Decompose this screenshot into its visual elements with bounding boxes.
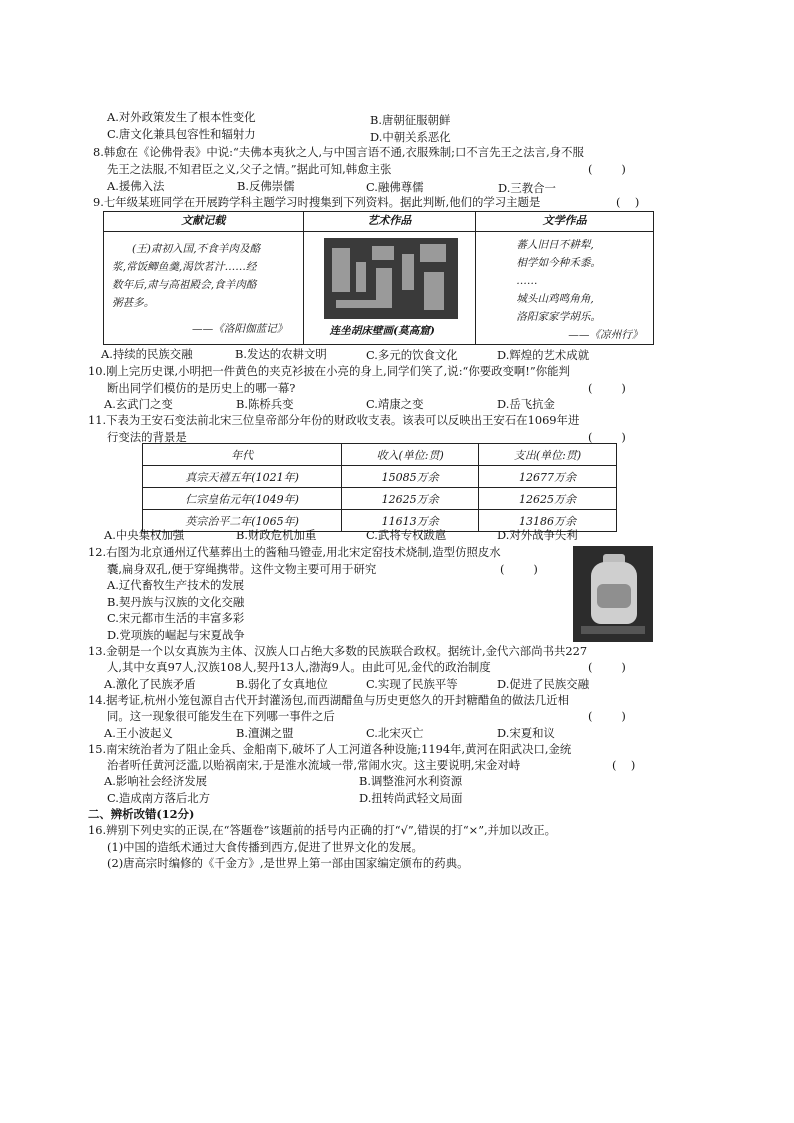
q11-stem-line-2: 行变法的背景是 xyxy=(107,430,187,444)
q10-stem-line-1: 10.刚上完历史课,小明把一件黄色的夹克衫披在小亮的身上,同学们笑了,说:“你要政变啊!”你能判 xyxy=(88,364,570,378)
stirrup-pot-image xyxy=(573,546,653,642)
q14-option-c: C.北宋灭亡 xyxy=(366,726,424,740)
q8-option-d: D.三教合一 xyxy=(498,181,556,195)
q12-option-b: B.契丹族与汉族的文化交融 xyxy=(107,595,245,609)
q15-answer-paren: ( ) xyxy=(612,758,636,772)
q9-lit-source: ——《凉州行》 xyxy=(568,329,643,341)
q14-answer-paren: ( ) xyxy=(588,709,626,723)
q14-option-a: A.王小波起义 xyxy=(104,726,173,740)
q9-option-a: A.持续的民族交融 xyxy=(101,347,193,361)
q11-finance-table xyxy=(142,443,617,532)
q12-option-a: A.辽代畜牧生产技术的发展 xyxy=(107,578,245,592)
q13-answer-paren: ( ) xyxy=(588,660,626,674)
q11-row3-income: 11613万余 xyxy=(342,510,479,532)
q15-option-a: A.影响社会经济发展 xyxy=(104,774,207,788)
q8-stem-line-2: 先王之法服,不知君臣之义,父子之情。”据此可知,韩愈主张 xyxy=(107,162,392,176)
q9-lit-line-5: 洛阳家家学胡乐。 xyxy=(516,311,602,323)
q8-answer-paren: ( ) xyxy=(588,162,626,176)
q9-option-c: C.多元的饮食文化 xyxy=(366,348,458,362)
q9-doc-line-3: 数年后,肃与高祖殿会,食羊肉酪 xyxy=(112,279,257,291)
q12-stem-line-1: 12.右图为北京通州辽代墓葬出土的酱釉马镫壶,用北宋定窑技术烧制,造型仿照皮水 xyxy=(88,545,501,559)
q13-stem-line-2: 人,其中女真97人,汉族108人,契丹13人,渤海9人。由此可见,金代的政治制度 xyxy=(107,660,491,674)
q9-stem: 9.七年级某班同学在开展跨学科主题学习时搜集到下列资料。据此判断,他们的学习主题是 xyxy=(93,195,541,209)
q7-option-a: A.对外政策发生了根本性变化 xyxy=(107,110,256,124)
q14-stem-line-2: 同。这一现象很可能发生在下列哪一事件之后 xyxy=(107,709,335,723)
q9-header-literature: 文学作品 xyxy=(476,212,654,232)
q7-option-d: D.中朝关系恶化 xyxy=(370,130,451,144)
q15-option-d: D.扭转尚武轻文局面 xyxy=(359,791,463,805)
q9-lit-line-2: 相学如今种禾黍。 xyxy=(516,257,602,269)
q9-art-cell xyxy=(303,232,476,345)
q11-row3-era: 英宗治平二年(1065年) xyxy=(143,510,342,532)
q11-answer-paren: ( ) xyxy=(588,430,626,444)
q15-stem-line-1: 15.南宋统治者为了阻止金兵、金船南下,破坏了人工河道各种设施;1194年,黄河在阳武决口,金统 xyxy=(88,742,572,756)
q11-row1-era: 真宗天禧五年(1021年) xyxy=(143,466,342,488)
q12-option-c: C.宋元都市生活的丰富多彩 xyxy=(107,611,245,625)
q9-art-caption: 连坐胡床壁画(莫高窟) xyxy=(329,325,435,337)
q8-stem-line-1: 8.韩愈在《论佛骨表》中说:“夫佛本夷狄之人,与中国言语不通,衣服殊制;口不言先王之法言,身不服 xyxy=(93,145,584,159)
q13-option-a: A.激化了民族矛盾 xyxy=(104,677,196,691)
q9-header-documents: 文献记载 xyxy=(104,212,304,232)
q12-option-d: D.党项族的崛起与宋夏战争 xyxy=(107,628,245,642)
q12-stem-line-2: 囊,扁身双孔,便于穿绳携带。这件文物主要可用于研究 xyxy=(107,562,377,576)
q9-doc-line-4: 粥甚多。 xyxy=(112,297,155,309)
section-2-title: 二、辨析改错(12分) xyxy=(88,807,195,821)
q9-lit-line-1: 蕃人旧日不耕犁, xyxy=(516,239,594,251)
q9-literature-cell xyxy=(476,232,654,345)
q10-option-b: B.陈桥兵变 xyxy=(236,397,294,411)
q7-option-c: C.唐文化兼具包容性和辐射力 xyxy=(107,127,256,141)
q14-stem-line-1: 14.据考证,杭州小笼包源自古代开封灌汤包,而西湖醋鱼与历史更悠久的开封糖醋鱼的做法几近相 xyxy=(88,693,569,707)
q11-row2-era: 仁宗皇佑元年(1049年) xyxy=(143,488,342,510)
q9-answer-paren: ( ) xyxy=(616,195,640,209)
q15-option-b: B.调整淮河水利资源 xyxy=(359,774,463,788)
q9-materials-table xyxy=(103,211,654,345)
q13-option-d: D.促进了民族交融 xyxy=(497,677,590,691)
table-row xyxy=(143,466,617,488)
q13-option-b: B.弱化了女真地位 xyxy=(236,677,328,691)
q11-row2-expenditure: 12625万余 xyxy=(479,488,617,510)
mural-image xyxy=(324,238,458,319)
q11-row2-income: 12625万余 xyxy=(342,488,479,510)
q9-doc-line-2: 浆,常饭鲫鱼羹,渴饮茗汁……经 xyxy=(112,261,257,273)
q10-answer-paren: ( ) xyxy=(588,381,626,395)
q7-option-b: B.唐朝征服朝鲜 xyxy=(370,113,451,127)
q10-option-a: A.玄武门之变 xyxy=(104,397,173,411)
q9-option-d: D.辉煌的艺术成就 xyxy=(497,348,590,362)
q14-option-d: D.宋夏和议 xyxy=(497,726,555,740)
q9-header-art: 艺术作品 xyxy=(303,212,476,232)
q14-option-b: B.澶渊之盟 xyxy=(236,726,294,740)
q13-stem-line-1: 13.金朝是一个以女真族为主体、汉族人口占绝大多数的民族联合政权。据统计,金代六部尚书共227 xyxy=(88,644,588,658)
q9-lit-line-3: …… xyxy=(516,275,538,287)
q10-option-d: D.岳飞抗金 xyxy=(497,397,555,411)
q11-row3-expenditure: 13186万余 xyxy=(479,510,617,532)
q15-option-c: C.造成南方落后北方 xyxy=(107,791,211,805)
q9-option-b: B.发达的农耕文明 xyxy=(235,347,327,361)
table-row xyxy=(143,488,617,510)
q11-header-expenditure: 支出(单位:贯) xyxy=(479,444,617,466)
q8-option-c: C.融佛尊儒 xyxy=(366,180,424,194)
q9-lit-line-4: 城头山鸡鸣角角, xyxy=(516,293,594,305)
q16-item-2: (2)唐高宗时编修的《千金方》,是世界上第一部由国家编定颁布的药典。 xyxy=(107,856,469,870)
q10-stem-line-2: 断出同学们模仿的是历史上的哪一幕? xyxy=(107,381,296,395)
q11-option-a: A.中央集权加强 xyxy=(104,528,185,542)
q11-option-b: B.财政危机加重 xyxy=(236,528,317,542)
q16-item-1: (1)中国的造纸术通过大食传播到西方,促进了世界文化的发展。 xyxy=(107,840,423,854)
q11-stem-line-1: 11.下表为王安石变法前北宋三位皇帝部分年份的财政收支表。该表可以反映出王安石在1069年进 xyxy=(88,413,580,427)
q11-header-era: 年代 xyxy=(143,444,342,466)
q11-row1-expenditure: 12677万余 xyxy=(479,466,617,488)
q9-doc-source: ——《洛阳伽蓝记》 xyxy=(192,323,288,335)
q12-answer-paren: ( ) xyxy=(500,562,538,576)
q11-row1-income: 15085万余 xyxy=(342,466,479,488)
q13-option-c: C.实现了民族平等 xyxy=(366,677,458,691)
q8-option-b: B.反佛崇儒 xyxy=(237,179,295,193)
q15-stem-line-2: 治者听任黄河泛滥,以贻祸南宋,于是淮水流域一带,常闹水灾。这主要说明,宋金对峙 xyxy=(107,758,521,772)
q9-document-cell xyxy=(104,232,304,345)
q11-header-income: 收入(单位:贯) xyxy=(342,444,479,466)
q10-option-c: C.靖康之变 xyxy=(366,397,424,411)
q8-option-a: A.援佛入法 xyxy=(107,179,165,193)
q11-option-c: C.武将专权跋扈 xyxy=(366,528,447,542)
q11-option-d: D.对外战争失利 xyxy=(497,528,578,542)
q9-doc-line-1: (王)肃初入国,不食羊肉及酪 xyxy=(132,243,261,255)
q16-stem: 16.辨别下列史实的正误,在“答题卷”该题前的括号内正确的打“√”,错误的打“×”,并加以改正。 xyxy=(88,823,557,837)
